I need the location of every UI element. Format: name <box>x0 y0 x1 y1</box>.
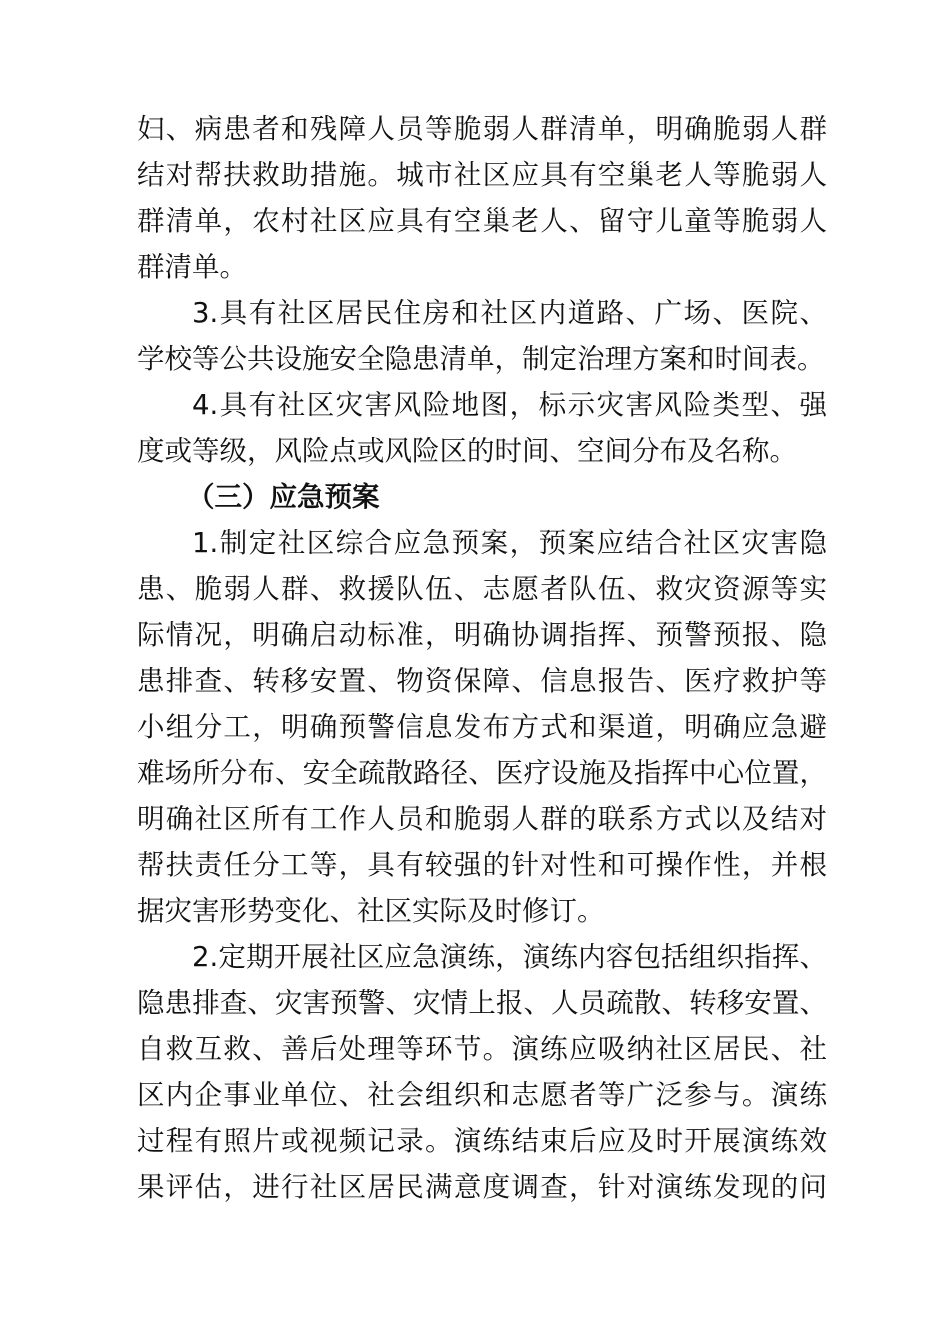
text-line: 自救互救、善后处理等环节。演练应吸纳社区居民、社 <box>137 1033 827 1065</box>
text-line: 小组分工，明确预警信息发布方式和渠道，明确应急避 <box>137 711 827 743</box>
item-2-emergency-drills <box>137 934 827 1210</box>
paragraph-vulnerable-groups-list <box>137 106 827 290</box>
text-line: 际情况，明确启动标准，明确协调指挥、预警预报、隐 <box>137 619 827 651</box>
text-line: 1.制定社区综合应急预案，预案应结合社区灾害隐 <box>192 527 827 559</box>
text-line: 隐患排查、灾害预警、灾情上报、人员疏散、转移安置、 <box>137 987 827 1019</box>
text-line: 2.定期开展社区应急演练，演练内容包括组织指挥、 <box>192 941 827 973</box>
item-3-safety-hazards <box>137 290 827 382</box>
text-line: 妇、病患者和残障人员等脆弱人群清单，明确脆弱人群 <box>137 113 827 145</box>
text-line: 患、脆弱人群、救援队伍、志愿者队伍、救灾资源等实 <box>137 573 827 605</box>
text-line: 明确社区所有工作人员和脆弱人群的联系方式以及结对 <box>137 803 827 835</box>
section-heading-emergency-plan <box>137 474 827 520</box>
item-4-risk-map <box>137 382 827 474</box>
text-line: 学校等公共设施安全隐患清单，制定治理方案和时间表。 <box>137 343 825 375</box>
text-line: 3.具有社区居民住房和社区内道路、广场、医院、 <box>192 297 827 329</box>
text-line: 果评估，进行社区居民满意度调查，针对演练发现的问 <box>137 1171 827 1203</box>
document-body <box>137 106 827 1210</box>
text-line: 结对帮扶救助措施。城市社区应具有空巢老人等脆弱人 <box>137 159 827 191</box>
text-line: 4.具有社区灾害风险地图，标示灾害风险类型、强 <box>192 389 827 421</box>
text-line: 群清单。 <box>137 251 247 283</box>
item-1-comprehensive-plan <box>137 520 827 934</box>
text-line: 帮扶责任分工等，具有较强的针对性和可操作性，并根 <box>137 849 827 881</box>
text-line: 过程有照片或视频记录。演练结束后应及时开展演练效 <box>137 1125 827 1157</box>
text-line: 群清单，农村社区应具有空巢老人、留守儿童等脆弱人 <box>137 205 827 237</box>
text-line: 据灾害形势变化、社区实际及时修订。 <box>137 895 605 927</box>
text-line: 度或等级，风险点或风险区的时间、空间分布及名称。 <box>137 435 797 467</box>
text-line: 患排查、转移安置、物资保障、信息报告、医疗救护等 <box>137 665 827 697</box>
text-line: 难场所分布、安全疏散路径、医疗设施及指挥中心位置， <box>137 757 827 789</box>
section-heading: （三）应急预案 <box>187 481 380 513</box>
text-line: 区内企事业单位、社会组织和志愿者等广泛参与。演练 <box>137 1079 827 1111</box>
